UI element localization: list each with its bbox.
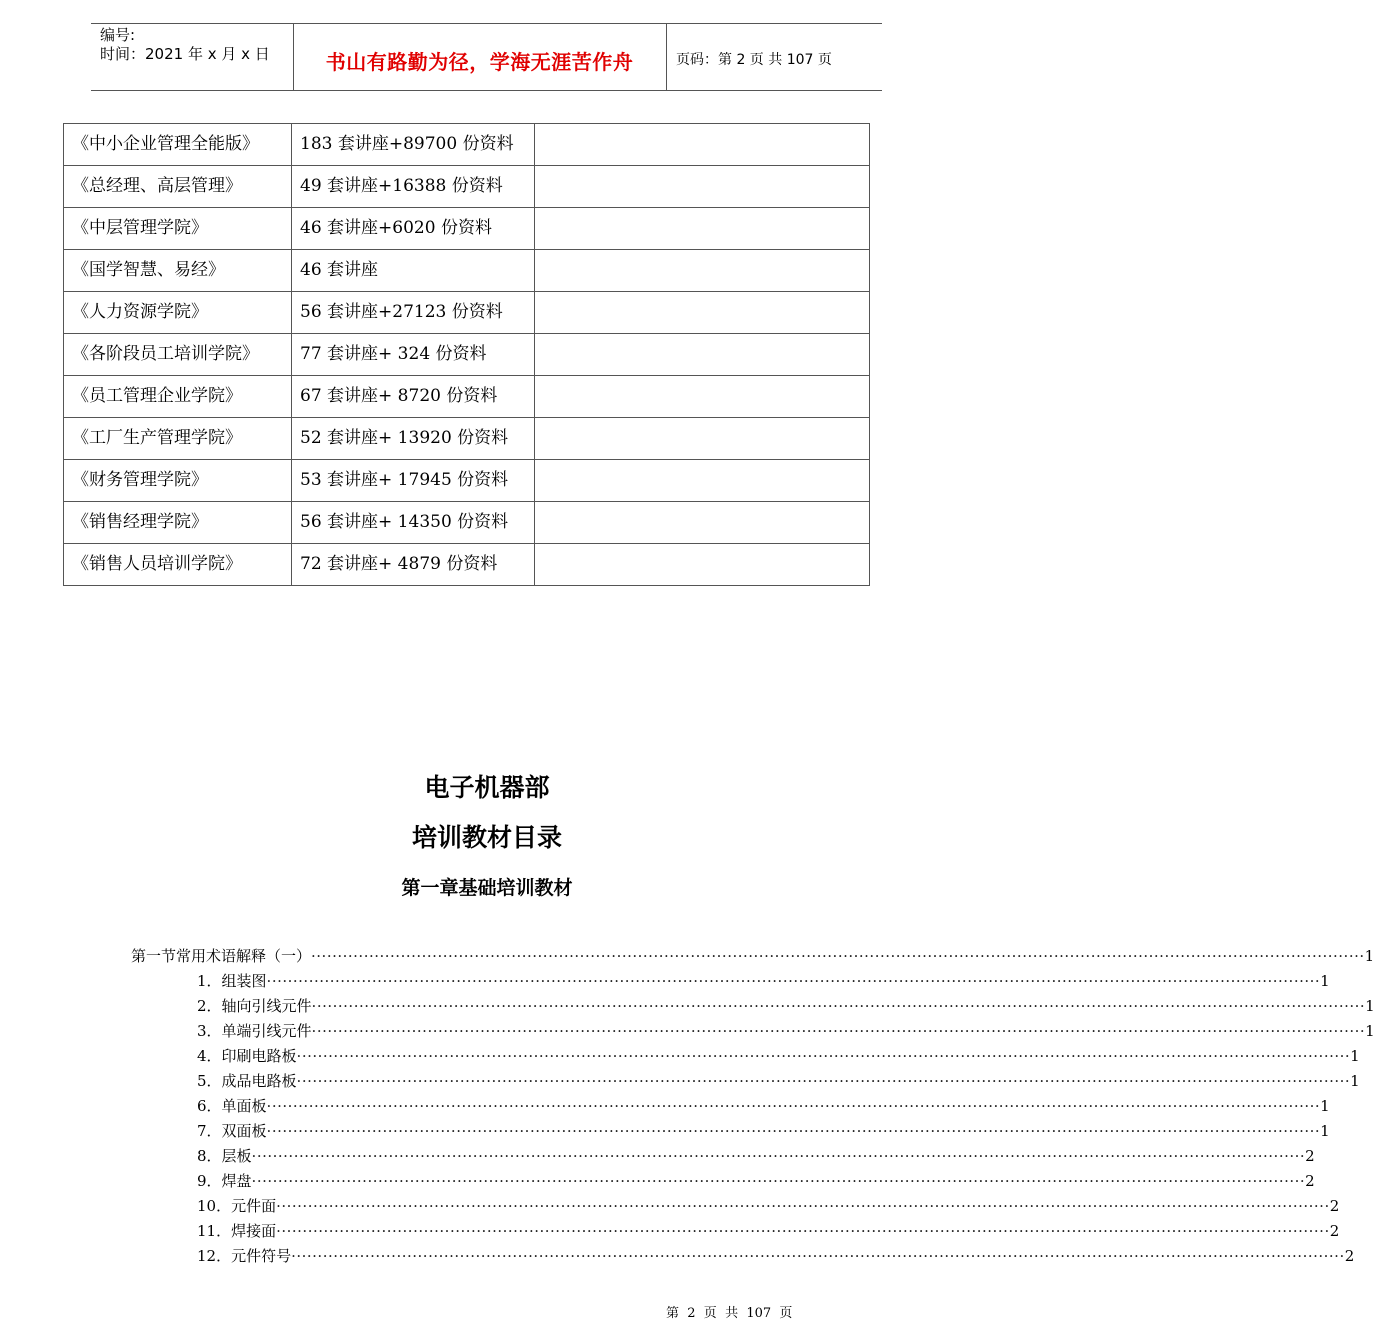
empty-cell: [535, 418, 870, 460]
toc-entry-label: 11．焊接面: [197, 1222, 277, 1240]
toc-entry-label: 2．轴向引线元件: [197, 997, 312, 1015]
table-row: [64, 376, 870, 418]
course-count-cell: 46 套讲座+6020 份资料: [292, 208, 535, 250]
toc-leader-dots: ········································································································································································································: [291, 1247, 1345, 1265]
toc-entry-label: 4．印刷电路板: [197, 1047, 297, 1065]
table-row: [64, 250, 870, 292]
toc-entry[interactable]: [197, 1120, 1330, 1142]
header-page-label: 页码：第 2 页 共 107 页: [676, 52, 832, 68]
toc-leader-dots: ········································································································································································································: [276, 1222, 1330, 1240]
course-count-cell: 46 套讲座: [292, 250, 535, 292]
toc-entry-page: 1: [1320, 1097, 1330, 1115]
course-count-cell: 72 套讲座+ 4879 份资料: [292, 544, 535, 586]
toc-entry-label: 12．元件符号: [197, 1247, 292, 1265]
toc-entry-label: 第一节常用术语解释（一）: [131, 947, 312, 965]
course-count-cell: 49 套讲座+16388 份资料: [292, 166, 535, 208]
toc-entry-label: 6．单面板: [197, 1097, 267, 1115]
course-count-cell: 56 套讲座+ 14350 份资料: [292, 502, 535, 544]
document-time-label: 时间：2021 年 x 月 x 日: [100, 45, 270, 63]
table-row: [64, 292, 870, 334]
toc-entry-label: 7．双面板: [197, 1122, 267, 1140]
toc-entry-page: 1: [1365, 997, 1375, 1015]
department-title: 电子机器部: [424, 773, 550, 802]
empty-cell: [535, 124, 870, 166]
toc-entry-label: 10．元件面: [197, 1197, 277, 1215]
course-count-cell: 56 套讲座+27123 份资料: [292, 292, 535, 334]
toc-entry-page: 1: [1320, 972, 1330, 990]
toc-entry-page: 1: [1365, 1022, 1375, 1040]
toc-entry-label: 5．成品电路板: [197, 1072, 297, 1090]
header-divider-right: [666, 23, 667, 91]
toc-leader-dots: ········································································································································································································: [276, 1197, 1330, 1215]
page-footer: 第 2 页 共 107 页: [666, 1306, 793, 1321]
toc-entry[interactable]: [131, 945, 1375, 967]
course-count-cell: 77 套讲座+ 324 份资料: [292, 334, 535, 376]
toc-entry[interactable]: [197, 1195, 1340, 1217]
course-name-cell: 《中小企业管理全能版》: [64, 124, 292, 166]
toc-entry[interactable]: [197, 1220, 1340, 1242]
course-name-cell: 《人力资源学院》: [64, 292, 292, 334]
course-name-cell: 《员工管理企业学院》: [64, 376, 292, 418]
course-name-cell: 《国学智慧、易经》: [64, 250, 292, 292]
course-name-cell: 《各阶段员工培训学院》: [64, 334, 292, 376]
empty-cell: [535, 502, 870, 544]
empty-cell: [535, 334, 870, 376]
table-row: [64, 418, 870, 460]
course-name-cell: 《中层管理学院》: [64, 208, 292, 250]
toc-leader-dots: ········································································································································································································: [266, 1122, 1321, 1140]
catalog-table-body: [64, 124, 870, 586]
toc-entry-page: 1: [1364, 947, 1375, 965]
header-motto: 书山有路勤为径，学海无涯苦作舟: [325, 50, 634, 74]
toc-leader-dots: ········································································································································································································: [251, 1147, 1306, 1165]
empty-cell: [535, 208, 870, 250]
toc-entry-page: 2: [1329, 1222, 1340, 1240]
toc-entry[interactable]: [197, 970, 1330, 992]
document-number-label: 编号:: [100, 26, 136, 44]
empty-cell: [535, 166, 870, 208]
toc-entry[interactable]: [197, 1070, 1360, 1092]
empty-cell: [535, 544, 870, 586]
toc-entry-page: 2: [1344, 1247, 1355, 1265]
toc-entry-label: 1．组装图: [197, 972, 267, 990]
toc-entry[interactable]: [197, 1095, 1330, 1117]
course-name-cell: 《销售人员培训学院》: [64, 544, 292, 586]
course-name-cell: 《财务管理学院》: [64, 460, 292, 502]
toc-entry-label: 9．焊盘: [197, 1172, 252, 1190]
toc-entry-page: 2: [1305, 1147, 1315, 1165]
toc-leader-dots: ········································································································································································································: [296, 1047, 1351, 1065]
table-row: [64, 208, 870, 250]
toc-entry[interactable]: [197, 1045, 1360, 1067]
header-info: [100, 26, 270, 64]
toc-leader-dots: ········································································································································································································: [266, 972, 1321, 990]
table-row: [64, 124, 870, 166]
toc-leader-dots: ········································································································································································································: [266, 1097, 1321, 1115]
table-row: [64, 502, 870, 544]
course-name-cell: 《工厂生产管理学院》: [64, 418, 292, 460]
toc-entry[interactable]: [197, 1170, 1315, 1192]
toc-leader-dots: ········································································································································································································: [311, 1022, 1366, 1040]
chapter-title: 第一章基础培训教材: [401, 877, 573, 899]
toc-entry-label: 8．层板: [197, 1147, 252, 1165]
table-row: [64, 334, 870, 376]
course-count-cell: 53 套讲座+ 17945 份资料: [292, 460, 535, 502]
toc-entry-page: 1: [1350, 1047, 1360, 1065]
toc-leader-dots: ········································································································································································································: [296, 1072, 1351, 1090]
empty-cell: [535, 376, 870, 418]
course-count-cell: 183 套讲座+89700 份资料: [292, 124, 535, 166]
toc-entry[interactable]: [197, 1145, 1315, 1167]
empty-cell: [535, 250, 870, 292]
table-row: [64, 166, 870, 208]
catalog-title: 培训教材目录: [411, 823, 562, 852]
toc-entry[interactable]: [197, 995, 1375, 1017]
course-name-cell: 《总经理、高层管理》: [64, 166, 292, 208]
table-row: [64, 460, 870, 502]
course-count-cell: 67 套讲座+ 8720 份资料: [292, 376, 535, 418]
toc-entry-label: 3．单端引线元件: [197, 1022, 312, 1040]
toc-leader-dots: ········································································································································································································: [311, 947, 1365, 965]
header-bottom-rule: [91, 90, 882, 91]
toc-leader-dots: ········································································································································································································: [251, 1172, 1306, 1190]
toc-leader-dots: ········································································································································································································: [311, 997, 1366, 1015]
course-count-cell: 52 套讲座+ 13920 份资料: [292, 418, 535, 460]
course-name-cell: 《销售经理学院》: [64, 502, 292, 544]
toc-entry[interactable]: [197, 1020, 1375, 1042]
empty-cell: [535, 292, 870, 334]
catalog-table: [63, 123, 870, 586]
empty-cell: [535, 460, 870, 502]
table-row: [64, 544, 870, 586]
toc-entry-page: 2: [1329, 1197, 1340, 1215]
toc-entry-page: 2: [1305, 1172, 1315, 1190]
toc-entry-page: 1: [1320, 1122, 1330, 1140]
toc-entry-page: 1: [1350, 1072, 1360, 1090]
toc-entry[interactable]: [197, 1245, 1355, 1267]
header-top-rule: [91, 23, 882, 24]
